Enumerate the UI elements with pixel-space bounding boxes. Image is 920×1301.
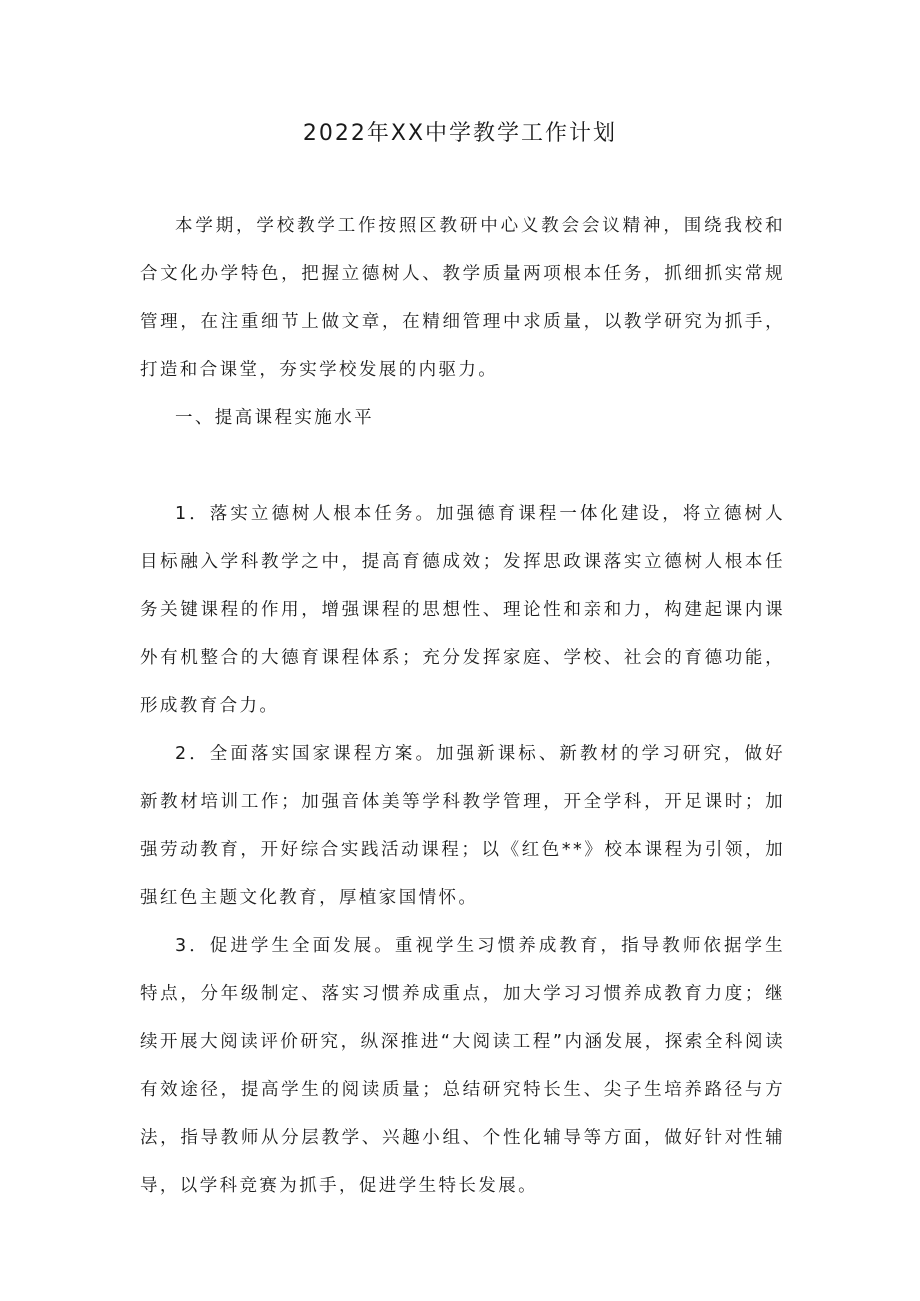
intro-paragraph: 本学期，学校教学工作按照区教研中心义教会会议精神，围绕我校和合文化办学特色，把握立德树人、教学质量两项根本任务，抓细抓实常规管理，在注重细节上做文章，在精细管理中求质量，以教学研究为抓手，打造和合课堂，夯实学校发展的内驱力。 [140,216,785,380]
document-title: 2022年XX中学教学工作计划 [302,121,618,146]
list-item-1-paragraph: 1．落实立德树人根本任务。加强德育课程一体化建设，将立德树人目标融入学科教学之中，提高育德成效；发挥思政课落实立德树人根本任务关键课程的作用，增强课程的思想性、理论性和亲和力，构建起课内课外有机整合的大德育课程体系；充分发挥家庭、学校、社会的育德功能，形成教育合力。 [140,504,785,716]
list-item-2-paragraph: 2．全面落实国家课程方案。加强新课标、新教材的学习研究，做好新教材培训工作；加强音体美等学科教学管理，开全学科，开足课时；加强劳动教育，开好综合实践活动课程；以《红色**》校本课程为引领，加强红色主题文化教育，厚植家国情怀。 [140,744,785,908]
list-item-3-paragraph: 3．促进学生全面发展。重视学生习惯养成教育，指导教师依据学生特点，分年级制定、落实习惯养成重点，加大学习习惯养成教育力度；继续开展大阅读评价研究，纵深推进“大阅读工程”内涵发展，探索全科阅读有效途径，提高学生的阅读质量；总结研究特长生、尖子生培养路径与方法，指导教师从分层教学、兴趣小组、个性化辅导等方面，做好针对性辅导，以学科竞赛为抓手，促进学生特长发展。 [140,936,785,1196]
section-heading-1: 一、提高课程实施水平 [175,408,374,428]
